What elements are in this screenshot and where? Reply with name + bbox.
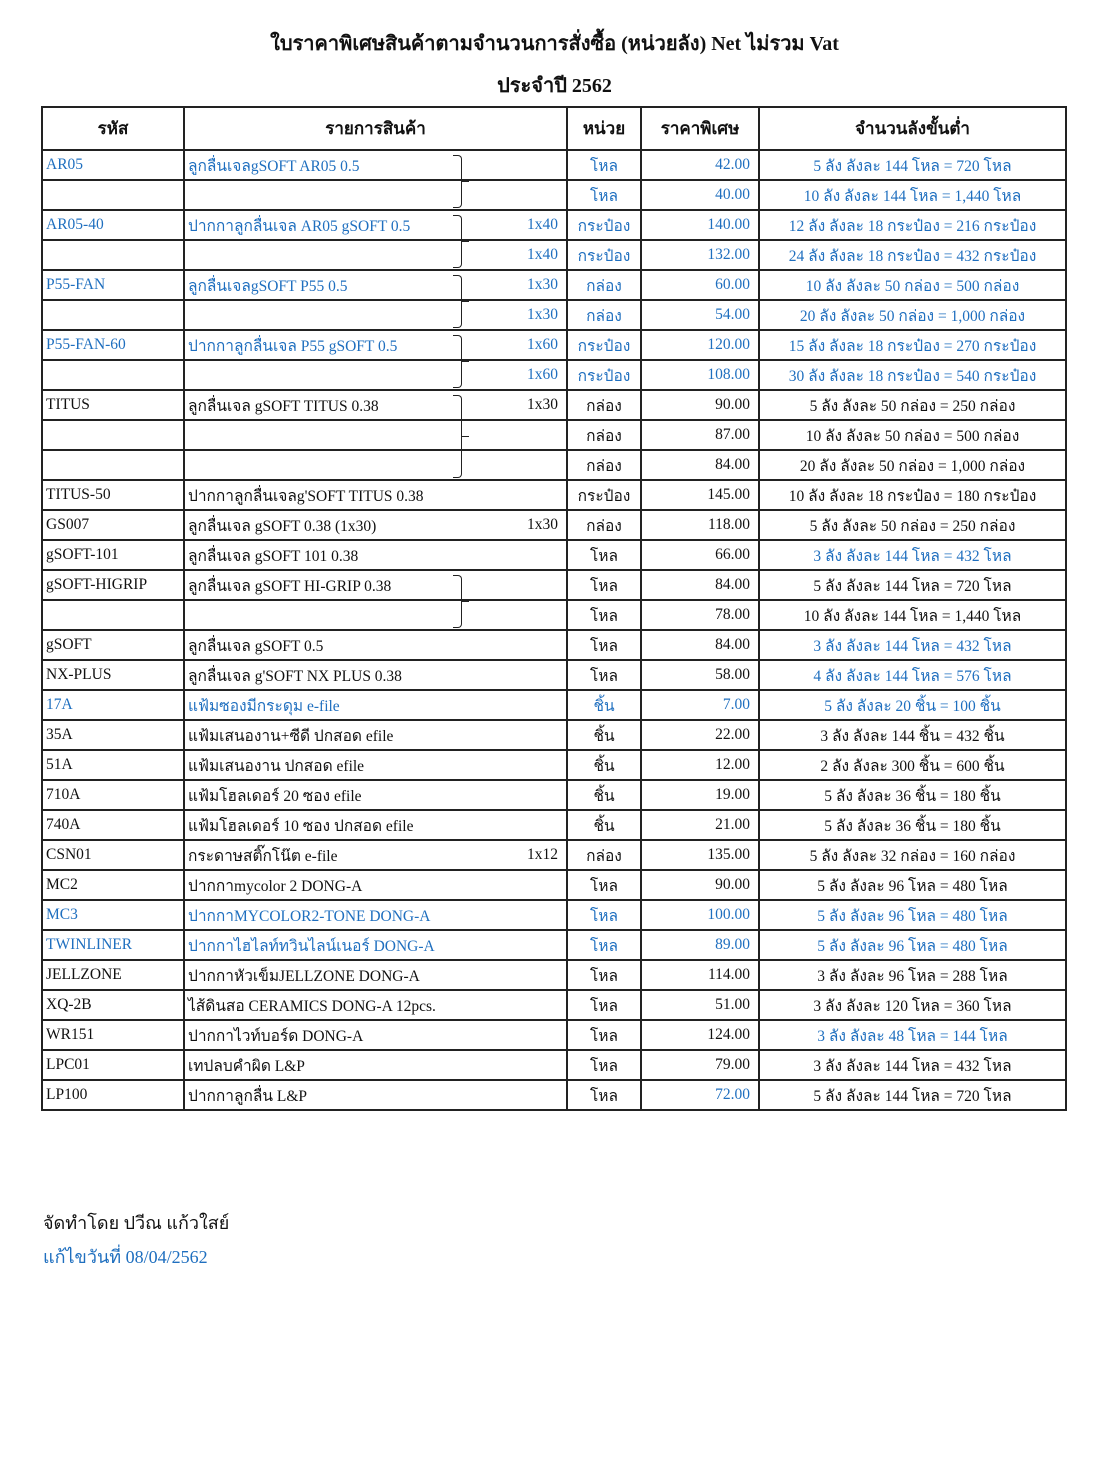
item-description-text: ลูกลื่นเจลgSOFT AR05 0.5	[188, 157, 360, 175]
item-minimum-quantity: 5 ลัง ลังละ 50 กล่อง = 250 กล่อง	[759, 390, 1066, 420]
item-code: gSOFT-101	[42, 540, 184, 570]
table-row	[42, 450, 1066, 480]
item-description	[184, 690, 567, 720]
item-minimum-quantity: 4 ลัง ลังละ 144 โหล = 576 โหล	[759, 660, 1066, 690]
item-unit: กล่อง	[567, 450, 641, 480]
item-code: WR151	[42, 1020, 184, 1050]
table-row	[42, 720, 1066, 750]
item-minimum-quantity: 3 ลัง ลังละ 144 โหล = 432 โหล	[759, 630, 1066, 660]
item-code	[42, 240, 184, 270]
item-minimum-quantity: 10 ลัง ลังละ 144 โหล = 1,440 โหล	[759, 180, 1066, 210]
item-description-text: กระดาษสติ๊กโน๊ต e-file	[188, 847, 338, 865]
item-unit: โหล	[567, 990, 641, 1020]
item-special-price: 118.00	[641, 510, 759, 540]
item-description-text: ไส้ดินสอ CERAMICS DONG-A 12pcs.	[188, 997, 436, 1015]
item-description	[184, 390, 567, 420]
item-special-price: 60.00	[641, 270, 759, 300]
item-description-text: แฟ้มโฮลเดอร์ 10 ซอง ปกสอด efile	[188, 817, 414, 835]
item-description	[184, 210, 567, 240]
item-code: AR05	[42, 150, 184, 180]
item-unit: โหล	[567, 630, 641, 660]
item-description	[184, 600, 567, 630]
item-unit: กระป๋อง	[567, 480, 641, 510]
item-special-price: 54.00	[641, 300, 759, 330]
item-minimum-quantity: 12 ลัง ลังละ 18 กระป๋อง = 216 กระป๋อง	[759, 210, 1066, 240]
item-unit: ชิ้น	[567, 690, 641, 720]
item-minimum-quantity: 5 ลัง ลังละ 36 ชิ้น = 180 ชิ้น	[759, 810, 1066, 840]
item-unit: โหล	[567, 540, 641, 570]
tier-bracket	[453, 395, 462, 478]
table-row	[42, 840, 1066, 870]
item-unit: โหล	[567, 180, 641, 210]
table-row	[42, 780, 1066, 810]
item-description	[184, 480, 567, 510]
item-code	[42, 360, 184, 390]
item-unit: กล่อง	[567, 300, 641, 330]
item-code: gSOFT-HIGRIP	[42, 570, 184, 600]
table-header-row	[42, 107, 1066, 150]
item-unit: โหล	[567, 900, 641, 930]
item-code: 710A	[42, 780, 184, 810]
item-description-text: ลูกลื่นเจล gSOFT HI-GRIP 0.38	[188, 577, 392, 595]
item-description-text: ปากกาลูกลื่นเจล AR05 gSOFT 0.5	[188, 217, 411, 235]
document-title: ใบราคาพิเศษสินค้าตามจำนวนการสั่งซื้อ (หน่วยลัง) Net ไม่รวม Vat	[270, 33, 839, 55]
item-unit: โหล	[567, 1050, 641, 1080]
item-description	[184, 510, 567, 540]
item-minimum-quantity: 2 ลัง ลังละ 300 ชิ้น = 600 ชิ้น	[759, 750, 1066, 780]
item-code	[42, 600, 184, 630]
item-unit: โหล	[567, 570, 641, 600]
header-code: รหัส	[42, 107, 184, 150]
item-description	[184, 360, 567, 390]
item-code: LP100	[42, 1080, 184, 1110]
item-unit: โหล	[567, 930, 641, 960]
item-description	[184, 720, 567, 750]
item-unit: โหล	[567, 1020, 641, 1050]
item-special-price: 84.00	[641, 450, 759, 480]
item-pack-size: 1x12	[527, 846, 558, 863]
item-code: LPC01	[42, 1050, 184, 1080]
item-minimum-quantity: 3 ลัง ลังละ 144 โหล = 432 โหล	[759, 540, 1066, 570]
item-description	[184, 240, 567, 270]
item-pack-size: 1x30	[527, 396, 558, 413]
item-code: CSN01	[42, 840, 184, 870]
item-special-price: 140.00	[641, 210, 759, 240]
item-description-text: ลูกลื่นเจลgSOFT P55 0.5	[188, 277, 348, 295]
table-row	[42, 330, 1066, 360]
item-code: gSOFT	[42, 630, 184, 660]
item-description	[184, 150, 567, 180]
item-code: P55-FAN-60	[42, 330, 184, 360]
table-row	[42, 540, 1066, 570]
item-special-price: 84.00	[641, 630, 759, 660]
item-description	[184, 660, 567, 690]
table-row	[42, 960, 1066, 990]
item-description	[184, 750, 567, 780]
item-unit: โหล	[567, 150, 641, 180]
item-pack-size: 1x60	[527, 336, 558, 353]
header-unit: หน่วย	[567, 107, 641, 150]
item-special-price: 89.00	[641, 930, 759, 960]
item-code: P55-FAN	[42, 270, 184, 300]
item-code: MC2	[42, 870, 184, 900]
item-special-price: 19.00	[641, 780, 759, 810]
item-minimum-quantity: 15 ลัง ลังละ 18 กระป๋อง = 270 กระป๋อง	[759, 330, 1066, 360]
item-unit: กระป๋อง	[567, 360, 641, 390]
item-minimum-quantity: 3 ลัง ลังละ 48 โหล = 144 โหล	[759, 1020, 1066, 1050]
item-pack-size: 1x60	[527, 366, 558, 383]
item-description	[184, 570, 567, 600]
table-row	[42, 1080, 1066, 1110]
document-subtitle: ประจำปี 2562	[497, 75, 612, 97]
table-row	[42, 750, 1066, 780]
item-description	[184, 1050, 567, 1080]
item-code: AR05-40	[42, 210, 184, 240]
item-description-text: แฟ้มซองมีกระดุม e-file	[188, 697, 340, 715]
table-row	[42, 210, 1066, 240]
tier-bracket	[453, 215, 462, 268]
item-minimum-quantity: 5 ลัง ลังละ 144 โหล = 720 โหล	[759, 570, 1066, 600]
item-description	[184, 780, 567, 810]
item-minimum-quantity: 5 ลัง ลังละ 144 โหล = 720 โหล	[759, 150, 1066, 180]
item-code	[42, 180, 184, 210]
item-pack-size: 1x30	[527, 516, 558, 533]
item-unit: ชิ้น	[567, 810, 641, 840]
item-unit: โหล	[567, 870, 641, 900]
item-minimum-quantity: 5 ลัง ลังละ 96 โหล = 480 โหล	[759, 870, 1066, 900]
item-minimum-quantity: 24 ลัง ลังละ 18 กระป๋อง = 432 กระป๋อง	[759, 240, 1066, 270]
item-special-price: 100.00	[641, 900, 759, 930]
item-special-price: 72.00	[641, 1080, 759, 1110]
item-special-price: 135.00	[641, 840, 759, 870]
item-special-price: 79.00	[641, 1050, 759, 1080]
table-body	[42, 150, 1066, 1110]
item-unit: กล่อง	[567, 420, 641, 450]
item-description-text: ปากกาหัวเข็มJELLZONE DONG-A	[188, 967, 420, 985]
item-description	[184, 1020, 567, 1050]
item-special-price: 114.00	[641, 960, 759, 990]
item-minimum-quantity: 10 ลัง ลังละ 50 กล่อง = 500 กล่อง	[759, 270, 1066, 300]
item-minimum-quantity: 10 ลัง ลังละ 18 กระป๋อง = 180 กระป๋อง	[759, 480, 1066, 510]
item-unit: โหล	[567, 1080, 641, 1110]
tier-bracket	[453, 275, 462, 328]
item-description	[184, 300, 567, 330]
item-special-price: 40.00	[641, 180, 759, 210]
table-row	[42, 270, 1066, 300]
item-special-price: 108.00	[641, 360, 759, 390]
item-description-text: ลูกลื่นเจล g'SOFT NX PLUS 0.38	[188, 667, 402, 685]
table-row	[42, 600, 1066, 630]
item-code: 51A	[42, 750, 184, 780]
item-minimum-quantity: 30 ลัง ลังละ 18 กระป๋อง = 540 กระป๋อง	[759, 360, 1066, 390]
item-description-text: แฟ้มโฮลเดอร์ 20 ซอง efile	[188, 787, 362, 805]
item-code	[42, 450, 184, 480]
item-unit: ชิ้น	[567, 780, 641, 810]
item-unit: โหล	[567, 600, 641, 630]
tier-bracket	[453, 575, 462, 628]
item-description-text: ลูกลื่นเจล gSOFT 101 0.38	[188, 547, 359, 565]
item-pack-size: 1x30	[527, 276, 558, 293]
item-unit: กล่อง	[567, 270, 641, 300]
item-description-text: ปากกาmycolor 2 DONG-A	[188, 877, 363, 895]
item-special-price: 90.00	[641, 870, 759, 900]
header-minimum-cartons: จำนวนลังขั้นต่ำ	[759, 107, 1066, 150]
header-description: รายการสินค้า	[184, 107, 567, 150]
item-special-price: 58.00	[641, 660, 759, 690]
item-code: TITUS-50	[42, 480, 184, 510]
table-row	[42, 180, 1066, 210]
item-description-text: ปากกาลูกลื่น L&P	[188, 1087, 308, 1105]
item-unit: กระป๋อง	[567, 210, 641, 240]
item-minimum-quantity: 5 ลัง ลังละ 50 กล่อง = 250 กล่อง	[759, 510, 1066, 540]
item-special-price: 132.00	[641, 240, 759, 270]
table-row	[42, 480, 1066, 510]
item-minimum-quantity: 5 ลัง ลังละ 144 โหล = 720 โหล	[759, 1080, 1066, 1110]
item-minimum-quantity: 10 ลัง ลังละ 144 โหล = 1,440 โหล	[759, 600, 1066, 630]
item-code: 740A	[42, 810, 184, 840]
item-code: XQ-2B	[42, 990, 184, 1020]
item-special-price: 7.00	[641, 690, 759, 720]
item-minimum-quantity: 3 ลัง ลังละ 144 โหล = 432 โหล	[759, 1050, 1066, 1080]
prepared-by: จัดทำโดย ปวีณ แก้วใสย์	[43, 1213, 230, 1233]
item-pack-size: 1x30	[527, 306, 558, 323]
item-code: 17A	[42, 690, 184, 720]
item-unit: โหล	[567, 960, 641, 990]
item-minimum-quantity: 5 ลัง ลังละ 36 ชิ้น = 180 ชิ้น	[759, 780, 1066, 810]
item-minimum-quantity: 10 ลัง ลังละ 50 กล่อง = 500 กล่อง	[759, 420, 1066, 450]
table-row	[42, 150, 1066, 180]
item-code	[42, 300, 184, 330]
item-pack-size: 1x40	[527, 246, 558, 263]
item-special-price: 78.00	[641, 600, 759, 630]
tier-bracket	[453, 335, 462, 388]
table-row	[42, 390, 1066, 420]
item-special-price: 145.00	[641, 480, 759, 510]
table-row	[42, 360, 1066, 390]
item-unit: ชิ้น	[567, 750, 641, 780]
table-row	[42, 930, 1066, 960]
item-special-price: 84.00	[641, 570, 759, 600]
item-minimum-quantity: 3 ลัง ลังละ 144 ชิ้น = 432 ชิ้น	[759, 720, 1066, 750]
item-special-price: 87.00	[641, 420, 759, 450]
item-description-text: ลูกลื่นเจล gSOFT TITUS 0.38	[188, 397, 379, 415]
item-unit: กระป๋อง	[567, 330, 641, 360]
item-description	[184, 840, 567, 870]
item-code: 35A	[42, 720, 184, 750]
revision-date: แก้ไขวันที่ 08/04/2562	[43, 1247, 208, 1267]
item-code: TITUS	[42, 390, 184, 420]
item-special-price: 66.00	[641, 540, 759, 570]
table-row	[42, 990, 1066, 1020]
item-description	[184, 270, 567, 300]
item-description	[184, 960, 567, 990]
price-table	[41, 106, 1067, 1111]
item-code: MC3	[42, 900, 184, 930]
table-row	[42, 810, 1066, 840]
item-description	[184, 1080, 567, 1110]
item-description	[184, 180, 567, 210]
item-unit: โหล	[567, 660, 641, 690]
item-special-price: 22.00	[641, 720, 759, 750]
item-description-text: แฟ้มเสนองาน+ซีดี ปกสอด efile	[188, 727, 394, 745]
item-minimum-quantity: 20 ลัง ลังละ 50 กล่อง = 1,000 กล่อง	[759, 300, 1066, 330]
item-special-price: 124.00	[641, 1020, 759, 1050]
item-minimum-quantity: 5 ลัง ลังละ 96 โหล = 480 โหล	[759, 930, 1066, 960]
item-code: JELLZONE	[42, 960, 184, 990]
item-description-text: ลูกลื่นเจล gSOFT 0.38 (1x30)	[188, 517, 377, 535]
item-description	[184, 870, 567, 900]
item-minimum-quantity: 3 ลัง ลังละ 120 โหล = 360 โหล	[759, 990, 1066, 1020]
item-code: NX-PLUS	[42, 660, 184, 690]
item-description-text: ปากกาMYCOLOR2-TONE DONG-A	[188, 907, 431, 925]
table-row	[42, 240, 1066, 270]
item-description-text: ปากกาไวท์บอร์ด DONG-A	[188, 1027, 364, 1045]
item-description	[184, 420, 567, 450]
item-unit: กระป๋อง	[567, 240, 641, 270]
item-minimum-quantity: 20 ลัง ลังละ 50 กล่อง = 1,000 กล่อง	[759, 450, 1066, 480]
item-description	[184, 450, 567, 480]
item-unit: กล่อง	[567, 840, 641, 870]
item-minimum-quantity: 5 ลัง ลังละ 96 โหล = 480 โหล	[759, 900, 1066, 930]
header-special-price: ราคาพิเศษ	[641, 107, 759, 150]
item-unit: กล่อง	[567, 390, 641, 420]
item-pack-size: 1x40	[527, 216, 558, 233]
item-unit: กล่อง	[567, 510, 641, 540]
item-special-price: 51.00	[641, 990, 759, 1020]
item-description-text: ปากกาลูกลื่นเจล P55 gSOFT 0.5	[188, 337, 398, 355]
item-description	[184, 930, 567, 960]
item-description-text: เทปลบคำผิด L&P	[188, 1057, 305, 1075]
item-description-text: ปากกาลูกลื่นเจลg'SOFT TITUS 0.38	[188, 487, 424, 505]
item-special-price: 12.00	[641, 750, 759, 780]
item-description	[184, 630, 567, 660]
item-special-price: 21.00	[641, 810, 759, 840]
item-description	[184, 900, 567, 930]
table-row	[42, 570, 1066, 600]
table-row	[42, 300, 1066, 330]
item-code: GS007	[42, 510, 184, 540]
table-row	[42, 1050, 1066, 1080]
item-special-price: 120.00	[641, 330, 759, 360]
item-special-price: 90.00	[641, 390, 759, 420]
item-minimum-quantity: 3 ลัง ลังละ 96 โหล = 288 โหล	[759, 960, 1066, 990]
tier-bracket	[453, 155, 462, 208]
item-unit: ชิ้น	[567, 720, 641, 750]
item-minimum-quantity: 5 ลัง ลังละ 20 ชิ้น = 100 ชิ้น	[759, 690, 1066, 720]
item-minimum-quantity: 5 ลัง ลังละ 32 กล่อง = 160 กล่อง	[759, 840, 1066, 870]
item-description	[184, 540, 567, 570]
item-description	[184, 990, 567, 1020]
item-code: TWINLINER	[42, 930, 184, 960]
table-row	[42, 900, 1066, 930]
table-row	[42, 660, 1066, 690]
item-description-text: ปากกาไฮไลท์ทวินไลน์เนอร์ DONG-A	[188, 937, 435, 955]
table-row	[42, 870, 1066, 900]
table-row	[42, 630, 1066, 660]
item-description-text: ลูกลื่นเจล gSOFT 0.5	[188, 637, 324, 655]
table-row	[42, 1020, 1066, 1050]
item-code	[42, 420, 184, 450]
item-special-price: 42.00	[641, 150, 759, 180]
item-description-text: แฟ้มเสนองาน ปกสอด efile	[188, 757, 365, 775]
item-description	[184, 810, 567, 840]
table-row	[42, 420, 1066, 450]
item-description	[184, 330, 567, 360]
table-row	[42, 690, 1066, 720]
table-row	[42, 510, 1066, 540]
